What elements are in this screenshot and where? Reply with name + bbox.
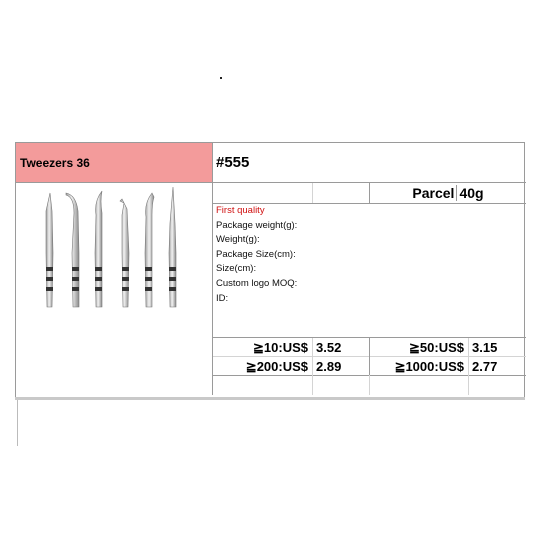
grid-line bbox=[312, 375, 313, 395]
price-tier-1000 bbox=[370, 357, 526, 376]
tweezer-6 bbox=[169, 187, 176, 307]
price-tier-label: ≧200:US$ bbox=[245, 358, 308, 374]
price-tier-label: ≧1000:US$ bbox=[394, 358, 464, 374]
spec-logo-moq: Custom logo MOQ: bbox=[216, 277, 298, 289]
tweezer-1 bbox=[46, 193, 53, 307]
parcel-cell bbox=[370, 183, 526, 203]
price-tier-value: 3.52 bbox=[312, 338, 370, 357]
parcel-value: 40g bbox=[456, 185, 483, 201]
tweezer-2 bbox=[66, 193, 79, 307]
quality-text: First quality bbox=[216, 205, 265, 216]
price-tier-value: 2.89 bbox=[312, 357, 370, 376]
product-title: Tweezers 36 bbox=[16, 143, 213, 183]
price-tier-value: 3.15 bbox=[468, 338, 526, 357]
price-tier-10 bbox=[213, 338, 370, 357]
price-tier-200 bbox=[213, 357, 370, 376]
spec-weight: Weight(g): bbox=[216, 234, 260, 246]
tweezer-4 bbox=[120, 199, 129, 307]
price-tier-label: ≧10:US$ bbox=[253, 339, 308, 355]
grid-line bbox=[468, 375, 469, 395]
tweezer-3 bbox=[95, 191, 102, 307]
product-image bbox=[16, 183, 213, 395]
stray-dot bbox=[220, 77, 222, 79]
sheet-shadow bbox=[15, 397, 525, 400]
spec-package-weight: Package weight(g): bbox=[216, 219, 298, 231]
price-tier-label: ≧50:US$ bbox=[409, 339, 464, 355]
tweezer-5 bbox=[145, 193, 154, 307]
stray-line bbox=[17, 400, 18, 446]
spec-list bbox=[216, 204, 516, 306]
grid-line bbox=[312, 183, 313, 203]
price-tier-50 bbox=[370, 338, 526, 357]
product-code: #555 bbox=[213, 143, 526, 183]
parcel-label: Parcel bbox=[412, 185, 455, 201]
grid-line bbox=[369, 375, 370, 395]
spec-size: Size(cm): bbox=[216, 263, 257, 275]
tweezers-icon bbox=[16, 183, 212, 395]
spec-id: ID: bbox=[216, 292, 229, 304]
product-sheet bbox=[15, 142, 525, 399]
price-tier-value: 2.77 bbox=[468, 357, 526, 376]
spec-package-size: Package Size(cm): bbox=[216, 248, 296, 260]
